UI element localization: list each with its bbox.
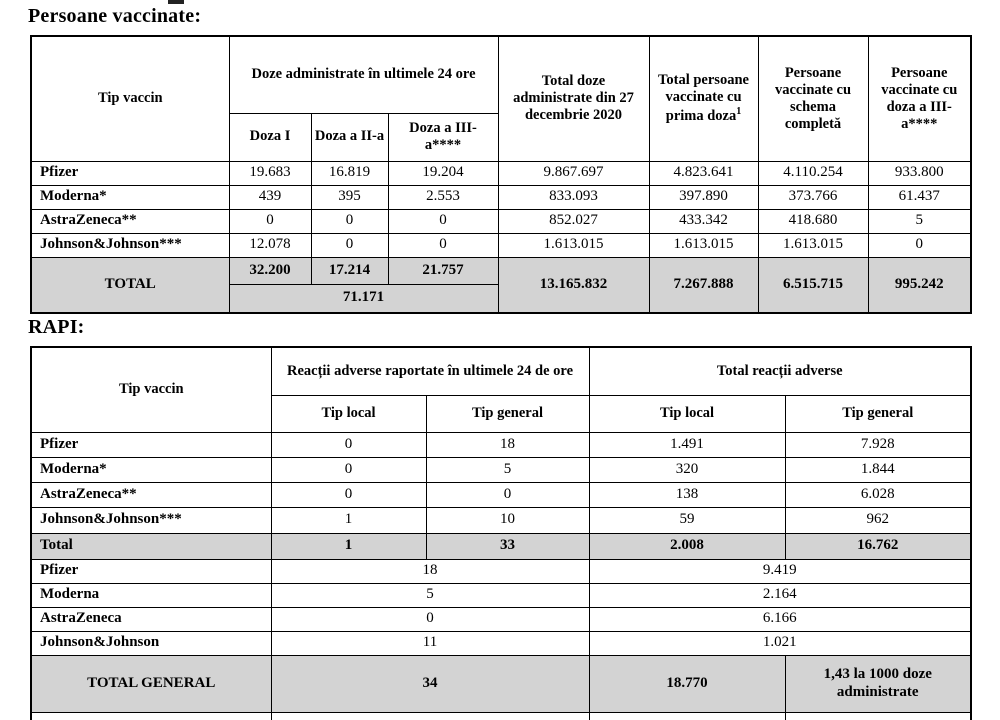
total-total-local-value: 2.008 xyxy=(589,533,785,559)
doza3-total-value: 5 xyxy=(868,209,971,233)
table-row-moderna xyxy=(31,185,971,209)
schema-completa-value: 373.766 xyxy=(758,185,868,209)
vaccine-name: Johnson&Johnson*** xyxy=(31,233,229,257)
table-row-pfizer xyxy=(31,161,971,185)
rapi-cutoff-row xyxy=(31,712,971,720)
total-local-value: 59 xyxy=(589,507,785,533)
col-header-doza-3: Persoane vaccinate cu doza a III-a**** xyxy=(868,36,971,161)
vaccine-name: Pfizer xyxy=(31,432,271,457)
cut-off-text-artifact xyxy=(168,0,184,4)
sub-header-tip-general-24h: Tip general xyxy=(426,395,589,432)
footnote-marker-1: 1 xyxy=(736,106,742,118)
rapi-row-johnson xyxy=(31,507,971,533)
doza2-value: 0 xyxy=(311,209,388,233)
total-doze-value: 9.867.697 xyxy=(498,161,649,185)
vaccine-name: AstraZeneca xyxy=(31,607,271,631)
doza3-value: 0 xyxy=(388,209,498,233)
rapi-table xyxy=(30,346,972,720)
sub-header-doza-2: Doza a II-a xyxy=(311,113,388,161)
doza1-value: 0 xyxy=(229,209,311,233)
total-general-value: 1.844 xyxy=(785,457,971,482)
section-title-persoane-vaccinate: Persoane vaccinate: xyxy=(28,5,202,27)
sub-header-tip-local-total: Tip local xyxy=(589,395,785,432)
total-doza2-value: 17.214 xyxy=(311,257,388,284)
col-group-total-reactii: Total reacții adverse xyxy=(589,347,971,395)
table-row-total xyxy=(31,257,971,284)
doza3-total-value: 933.800 xyxy=(868,161,971,185)
vaccine-name: Johnson&Johnson*** xyxy=(31,507,271,533)
total-general-24h-value: 34 xyxy=(271,655,589,712)
total-local-24h-value: 1 xyxy=(271,533,426,559)
doza2-value: 0 xyxy=(311,233,388,257)
total-label: TOTAL xyxy=(31,257,229,313)
cutoff-cell xyxy=(271,712,589,720)
total-local-value: 138 xyxy=(589,482,785,507)
table-row-astrazeneca xyxy=(31,209,971,233)
col-header-tip-vaccin: Tip vaccin xyxy=(31,36,229,161)
total-24h-sum-value: 71.171 xyxy=(229,284,498,313)
vaccine-name: AstraZeneca** xyxy=(31,209,229,233)
rapi-combined-row-johnson xyxy=(31,631,971,655)
vaccine-name: Johnson&Johnson xyxy=(31,631,271,655)
doza1-value: 439 xyxy=(229,185,311,209)
vaccinated-persons-table xyxy=(30,35,972,314)
doza3-value: 2.553 xyxy=(388,185,498,209)
total-doze-value: 833.093 xyxy=(498,185,649,209)
total-doze-total-value: 13.165.832 xyxy=(498,257,649,313)
vaccine-name: Pfizer xyxy=(31,559,271,583)
total-general-value: 962 xyxy=(785,507,971,533)
combined-24h-value: 5 xyxy=(271,583,589,607)
rapi-row-astrazeneca xyxy=(31,482,971,507)
total-general-rate-value: 1,43 la 1000 doze administrate xyxy=(785,655,971,712)
combined-24h-value: 0 xyxy=(271,607,589,631)
general-24h-value: 10 xyxy=(426,507,589,533)
doza2-value: 16.819 xyxy=(311,161,388,185)
total-general-24h-value: 33 xyxy=(426,533,589,559)
table-row-johnson xyxy=(31,233,971,257)
local-24h-value: 0 xyxy=(271,457,426,482)
vaccine-name: Moderna* xyxy=(31,457,271,482)
general-24h-value: 5 xyxy=(426,457,589,482)
total-general-label: TOTAL GENERAL xyxy=(31,655,271,712)
doza3-total-value: 61.437 xyxy=(868,185,971,209)
doza3-value: 0 xyxy=(388,233,498,257)
prima-doza-value: 1.613.015 xyxy=(649,233,758,257)
vaccine-name: AstraZeneca** xyxy=(31,482,271,507)
section-title-rapi: RAPI: xyxy=(28,316,85,338)
rapi-row-total xyxy=(31,533,971,559)
total-label: Total xyxy=(31,533,271,559)
rapi-row-pfizer xyxy=(31,432,971,457)
total-doza1-value: 32.200 xyxy=(229,257,311,284)
sub-header-tip-local-24h: Tip local xyxy=(271,395,426,432)
total-total-general-value: 16.762 xyxy=(785,533,971,559)
schema-completa-value: 418.680 xyxy=(758,209,868,233)
total-general-local-value: 18.770 xyxy=(589,655,785,712)
total-general-value: 6.028 xyxy=(785,482,971,507)
total-local-value: 320 xyxy=(589,457,785,482)
total-doze-value: 1.613.015 xyxy=(498,233,649,257)
sub-header-doza-3: Doza a III-a**** xyxy=(388,113,498,161)
total-local-value: 1.491 xyxy=(589,432,785,457)
total-prima-doza-value: 7.267.888 xyxy=(649,257,758,313)
sub-header-doza-1: Doza I xyxy=(229,113,311,161)
rapi-combined-row-pfizer xyxy=(31,559,971,583)
col-header-schema-completa: Persoane vaccinate cu schema completă xyxy=(758,36,868,161)
col-header-total-doze: Total doze administrate din 27 decembrie 2020 xyxy=(498,36,649,161)
doza1-value: 12.078 xyxy=(229,233,311,257)
rapi-combined-row-astrazeneca xyxy=(31,607,971,631)
doza3-value: 19.204 xyxy=(388,161,498,185)
schema-completa-value: 4.110.254 xyxy=(758,161,868,185)
combined-total-value: 9.419 xyxy=(589,559,971,583)
vaccine-name: Moderna* xyxy=(31,185,229,209)
schema-completa-value: 1.613.015 xyxy=(758,233,868,257)
col-header-total-prima-doza-text: Total persoane vaccinate cu prima doza xyxy=(658,72,749,125)
cutoff-cell xyxy=(589,712,785,720)
rapi-row-moderna xyxy=(31,457,971,482)
col-header-total-prima-doza xyxy=(649,36,758,161)
combined-total-value: 6.166 xyxy=(589,607,971,631)
doza1-value: 19.683 xyxy=(229,161,311,185)
doza3-total-value: 0 xyxy=(868,233,971,257)
total-doze-value: 852.027 xyxy=(498,209,649,233)
total-schema-completa-value: 6.515.715 xyxy=(758,257,868,313)
doza2-value: 395 xyxy=(311,185,388,209)
prima-doza-value: 433.342 xyxy=(649,209,758,233)
total-general-value: 7.928 xyxy=(785,432,971,457)
combined-total-value: 1.021 xyxy=(589,631,971,655)
rapi-combined-row-moderna xyxy=(31,583,971,607)
col-group-doze-24h: Doze administrate în ultimele 24 ore xyxy=(229,36,498,113)
vaccine-name: Moderna xyxy=(31,583,271,607)
general-24h-value: 0 xyxy=(426,482,589,507)
combined-total-value: 2.164 xyxy=(589,583,971,607)
local-24h-value: 0 xyxy=(271,432,426,457)
cutoff-cell xyxy=(785,712,971,720)
total-doza3-value: 21.757 xyxy=(388,257,498,284)
general-24h-value: 18 xyxy=(426,432,589,457)
sub-header-tip-general-total: Tip general xyxy=(785,395,971,432)
prima-doza-value: 4.823.641 xyxy=(649,161,758,185)
local-24h-value: 1 xyxy=(271,507,426,533)
cutoff-cell xyxy=(31,712,271,720)
rapi-row-total-general xyxy=(31,655,971,712)
prima-doza-value: 397.890 xyxy=(649,185,758,209)
col-group-reactii-24h: Reacții adverse raportate în ultimele 24 de ore xyxy=(271,347,589,395)
vaccine-name: Pfizer xyxy=(31,161,229,185)
combined-24h-value: 11 xyxy=(271,631,589,655)
total-doza3-total-value: 995.242 xyxy=(868,257,971,313)
col-header-tip-vaccin: Tip vaccin xyxy=(31,347,271,432)
local-24h-value: 0 xyxy=(271,482,426,507)
combined-24h-value: 18 xyxy=(271,559,589,583)
